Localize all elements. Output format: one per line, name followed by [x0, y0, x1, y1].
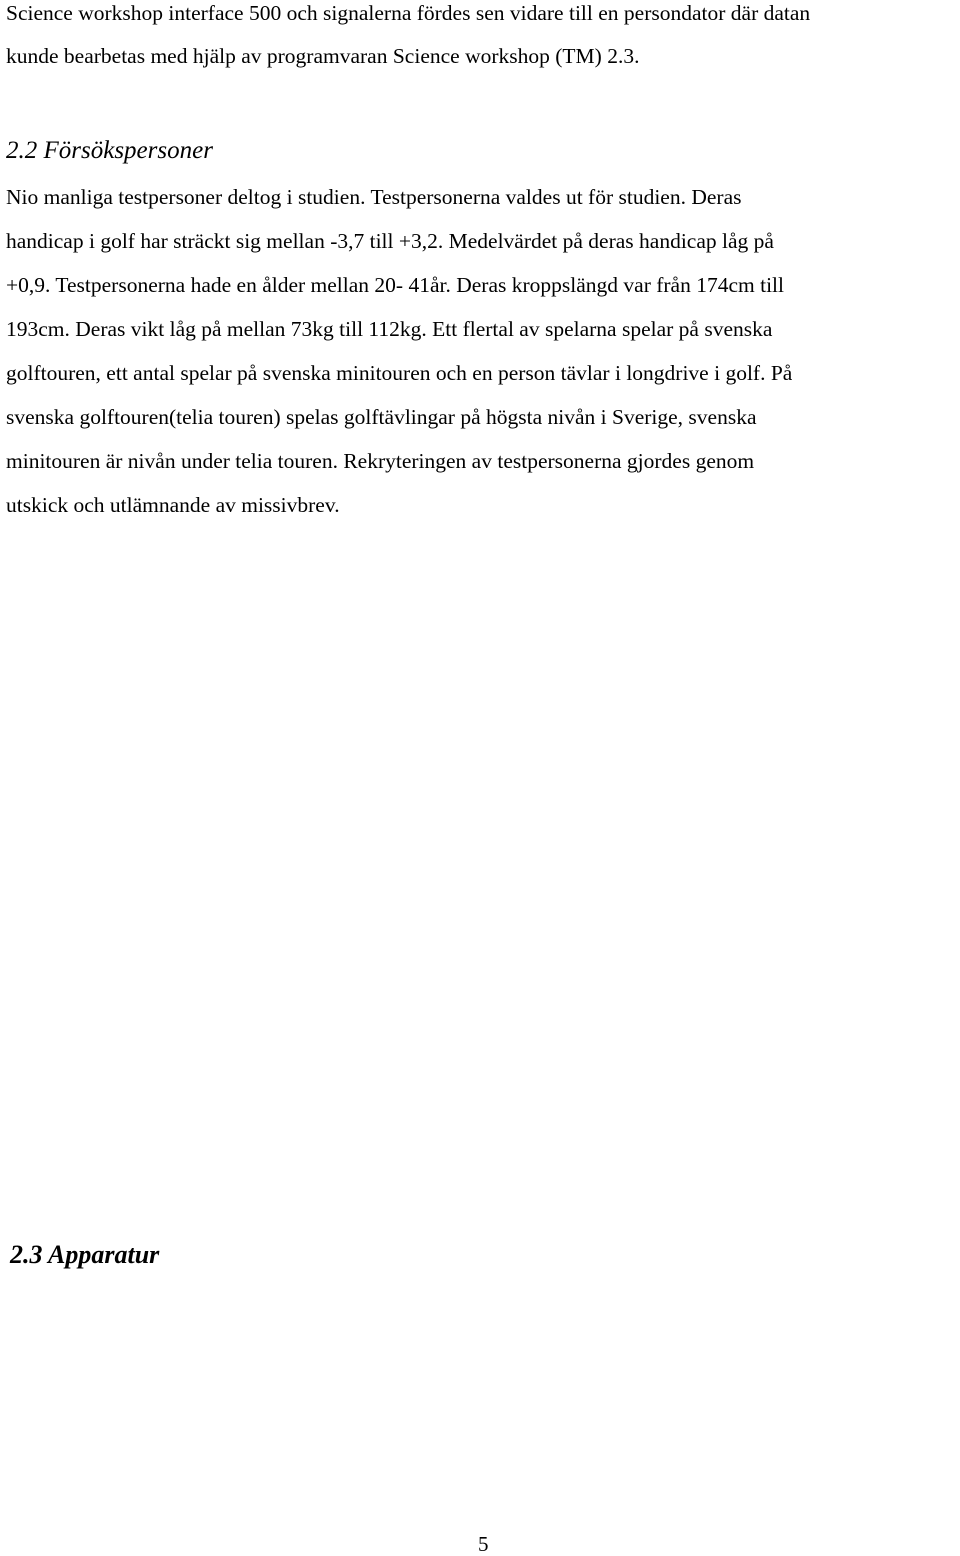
intro-line-1: Science workshop interface 500 och signalerna fördes sen vidare till en persondator där datan: [6, 1, 811, 25]
intro-line-2: kunde bearbetas med hjälp av programvaran Science workshop (TM) 2.3.: [6, 44, 640, 68]
paragraph-line-5: golftouren, ett antal spelar på svenska minitouren och en person tävlar i longdrive i golf. På: [6, 361, 793, 385]
paragraph-line-2: handicap i golf har sträckt sig mellan -3,7 till +3,2. Medelvärdet på deras handicap låg på: [6, 229, 774, 253]
paragraph-line-3: +0,9. Testpersonerna hade en ålder mellan 20- 41år. Deras kroppslängd var från 174cm till: [6, 273, 784, 297]
paragraph-line-8: utskick och utlämnande av missivbrev.: [6, 493, 340, 517]
page-number: 5: [478, 1532, 489, 1556]
section-heading-forsokspersoner: 2.2 Försökspersoner: [6, 137, 213, 164]
paragraph-line-7: minitouren är nivån under telia touren. Rekryteringen av testpersonerna gjordes genom: [6, 449, 755, 473]
section-heading-apparatur: 2.3 Apparatur: [10, 1240, 160, 1269]
paragraph-line-1: Nio manliga testpersoner deltog i studien. Testpersonerna valdes ut för studien. Deras: [6, 185, 742, 209]
paragraph-line-6: svenska golftouren(telia touren) spelas golftävlingar på högsta nivån i Sverige, svenska: [6, 405, 757, 429]
paragraph-line-4: 193cm. Deras vikt låg på mellan 73kg till 112kg. Ett flertal av spelarna spelar på svenska: [6, 317, 773, 341]
